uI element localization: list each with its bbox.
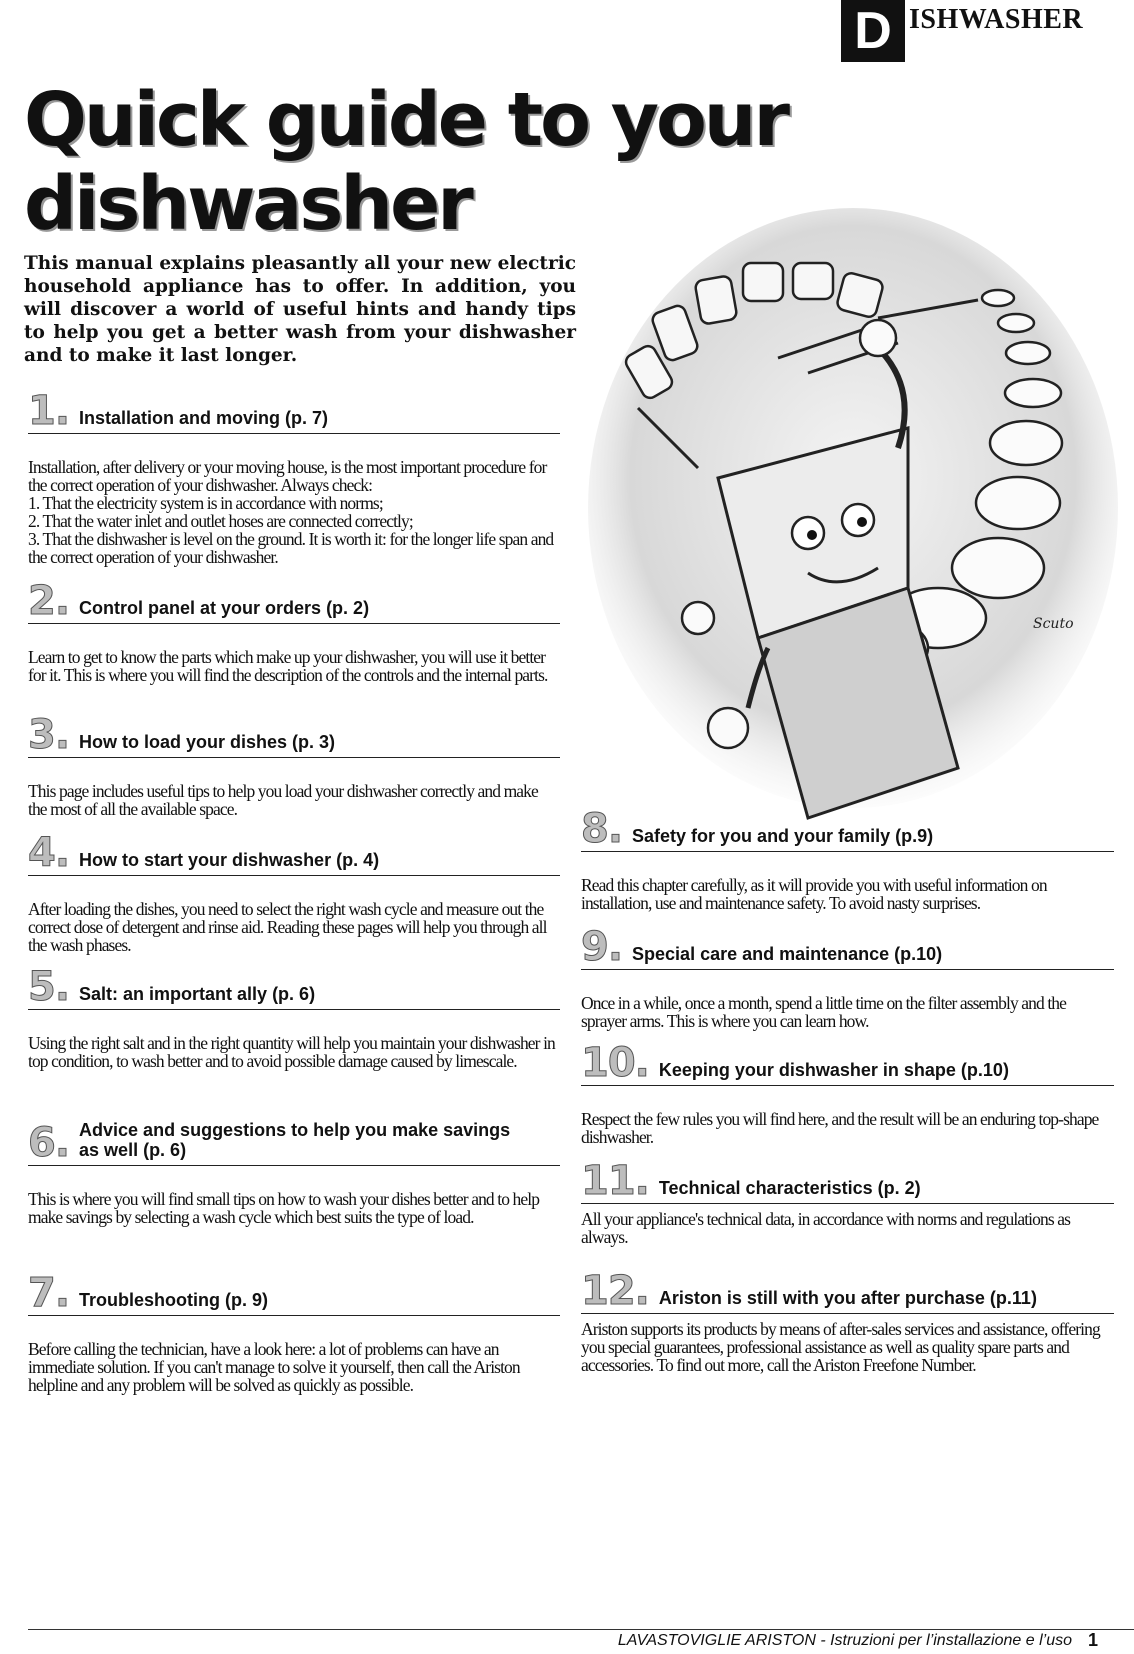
section-title: Ariston is still with you after purchase (p.11) xyxy=(658,1288,1037,1308)
section-line: Read this chapter carefully, as it will provide you with useful information on installation, use and maintenance safety. To avoid nasty surprises. xyxy=(581,875,1047,913)
section-7-heading xyxy=(28,1270,560,1316)
section-3-heading xyxy=(28,712,560,758)
section-title: Safety for you and your family (p.9) xyxy=(632,826,934,846)
section-title: How to load your dishes (p. 3) xyxy=(79,732,336,752)
dishwasher-cartoon-illustration xyxy=(578,208,1126,828)
section-line: This page includes useful tips to help you load your dishwasher correctly and make the most of all the available space. xyxy=(28,781,538,819)
section-line: 2. That the water inlet and outlet hoses are connected correctly; xyxy=(28,511,413,531)
section-title: Advice and suggestions to help you make savings as well (p. 6) xyxy=(79,1120,511,1160)
section-body xyxy=(28,900,560,954)
section-body xyxy=(28,648,560,684)
section-body xyxy=(581,1110,1114,1146)
section-body xyxy=(581,876,1114,912)
section-title: Troubleshooting (p. 9) xyxy=(79,1290,269,1310)
section-line: All your appliance's technical data, in accordance with norms and regulations as always. xyxy=(581,1209,1071,1247)
section-2-heading xyxy=(28,578,560,624)
section-number: 11. xyxy=(581,1158,649,1204)
section-line: 1. That the electricity system is in accordance with norms; xyxy=(28,493,383,513)
section-4 xyxy=(28,830,560,955)
section-body xyxy=(28,1340,560,1394)
section-title: Technical characteristics (p. 2) xyxy=(658,1178,921,1198)
section-number: 2. xyxy=(28,578,70,624)
section-line: Learn to get to know the parts which make up your dishwasher, you will use it better for it. This is where you will find the description of the controls and the internal parts. xyxy=(28,647,548,685)
section-8-heading xyxy=(581,806,1114,852)
section-number: 12. xyxy=(581,1268,649,1314)
section-number: 7. xyxy=(28,1270,70,1316)
section-12 xyxy=(581,1268,1114,1375)
chapter-tab-initial: D xyxy=(841,0,905,62)
section-title: How to start your dishwasher (p. 4) xyxy=(79,850,380,870)
section-2 xyxy=(28,578,560,685)
section-3 xyxy=(28,712,560,819)
artist-signature: Scuto xyxy=(1033,616,1074,632)
section-body xyxy=(28,1190,560,1226)
section-body xyxy=(581,994,1114,1030)
section-line: This is where you will find small tips on how to wash your dishes better and to help make savings by selecting a wash cycle which best suits the type of load. xyxy=(28,1189,540,1227)
section-4-heading xyxy=(28,830,560,876)
section-11 xyxy=(581,1158,1114,1247)
section-title: Special care and maintenance (p.10) xyxy=(632,944,943,964)
intro-paragraph: This manual explains pleasantly all your new electric household appliance has to offer. In addition, you will discover a world of useful hints and handy tips to help you get a better wash from your dishwasher and to make it last longer. xyxy=(24,253,576,366)
section-12-heading xyxy=(581,1268,1114,1314)
section-7 xyxy=(28,1270,560,1395)
section-6-heading xyxy=(28,1120,560,1166)
section-number: 6. xyxy=(28,1120,70,1166)
section-title: Salt: an important ally (p. 6) xyxy=(79,984,316,1004)
section-line: Respect the few rules you will find here, and the result will be an enduring top-shape dishwasher. xyxy=(581,1109,1099,1147)
chapter-tab-label: ISHWASHER xyxy=(909,4,1084,35)
section-9-heading xyxy=(581,924,1114,970)
page-title-line-1: Quick guide to your xyxy=(24,77,787,163)
page-number: 1 xyxy=(1087,1630,1098,1650)
section-1 xyxy=(28,388,560,567)
section-body xyxy=(581,1320,1114,1374)
footer-text: LAVASTOVIGLIE ARISTON - Istruzioni per l’installazione e l’uso xyxy=(617,1632,1072,1649)
section-line: Using the right salt and in the right quantity will help you maintain your dishwasher in top condition, to wash better and to avoid possible damage caused by limescale. xyxy=(28,1033,555,1071)
section-title: Installation and moving (p. 7) xyxy=(79,408,329,428)
section-line: 3. That the dishwasher is level on the ground. It is worth it: for the longer life span and the correct operation of your dishwasher. xyxy=(28,529,554,567)
section-body xyxy=(28,782,560,818)
section-10-heading xyxy=(581,1040,1114,1086)
section-10 xyxy=(581,1040,1114,1147)
section-6 xyxy=(28,1120,560,1226)
section-number: 3. xyxy=(28,712,70,758)
section-body xyxy=(28,1034,560,1070)
section-title: Keeping your dishwasher in shape (p.10) xyxy=(658,1060,1009,1080)
chapter-tab xyxy=(841,0,1131,62)
section-1-heading xyxy=(28,388,560,434)
section-9 xyxy=(581,924,1114,1031)
section-11-heading xyxy=(581,1158,1114,1204)
section-number: 4. xyxy=(28,830,70,876)
section-number: 5. xyxy=(28,964,70,1010)
section-line: Installation, after delivery or your moving house, is the most important procedure for the correct operation of your dishwasher. Always check: xyxy=(28,457,547,495)
section-number: 9. xyxy=(581,924,623,970)
section-number: 8. xyxy=(581,806,623,852)
footer-rule xyxy=(28,1629,1134,1630)
page-title-line-2: dishwasher xyxy=(24,161,471,247)
section-5-heading xyxy=(28,964,560,1010)
section-line: Ariston supports its products by means of after-sales services and assistance, offering you special guarantees, professional assistance as well as quality spare parts and accessories. To find out more, call the Ariston Freefone Number. xyxy=(581,1319,1100,1375)
section-number: 1. xyxy=(28,388,70,434)
section-number: 10. xyxy=(581,1040,649,1086)
section-line: Once in a while, once a month, spend a little time on the filter assembly and the sprayer arms. This is where you can learn how. xyxy=(581,993,1066,1031)
section-body xyxy=(28,458,560,566)
section-line: Before calling the technician, have a look here: a lot of problems can have an immediate solution. If you can't manage to solve it yourself, then call the Ariston helpline and any problem will be solved as quickly as possible. xyxy=(28,1339,520,1395)
section-8 xyxy=(581,806,1114,913)
section-body xyxy=(581,1210,1114,1246)
section-line: After loading the dishes, you need to select the right wash cycle and measure out the correct dose of detergent and rinse aid. Reading these pages will help you through all the wash phases. xyxy=(28,899,547,955)
section-5 xyxy=(28,964,560,1071)
section-title: Control panel at your orders (p. 2) xyxy=(79,598,370,618)
